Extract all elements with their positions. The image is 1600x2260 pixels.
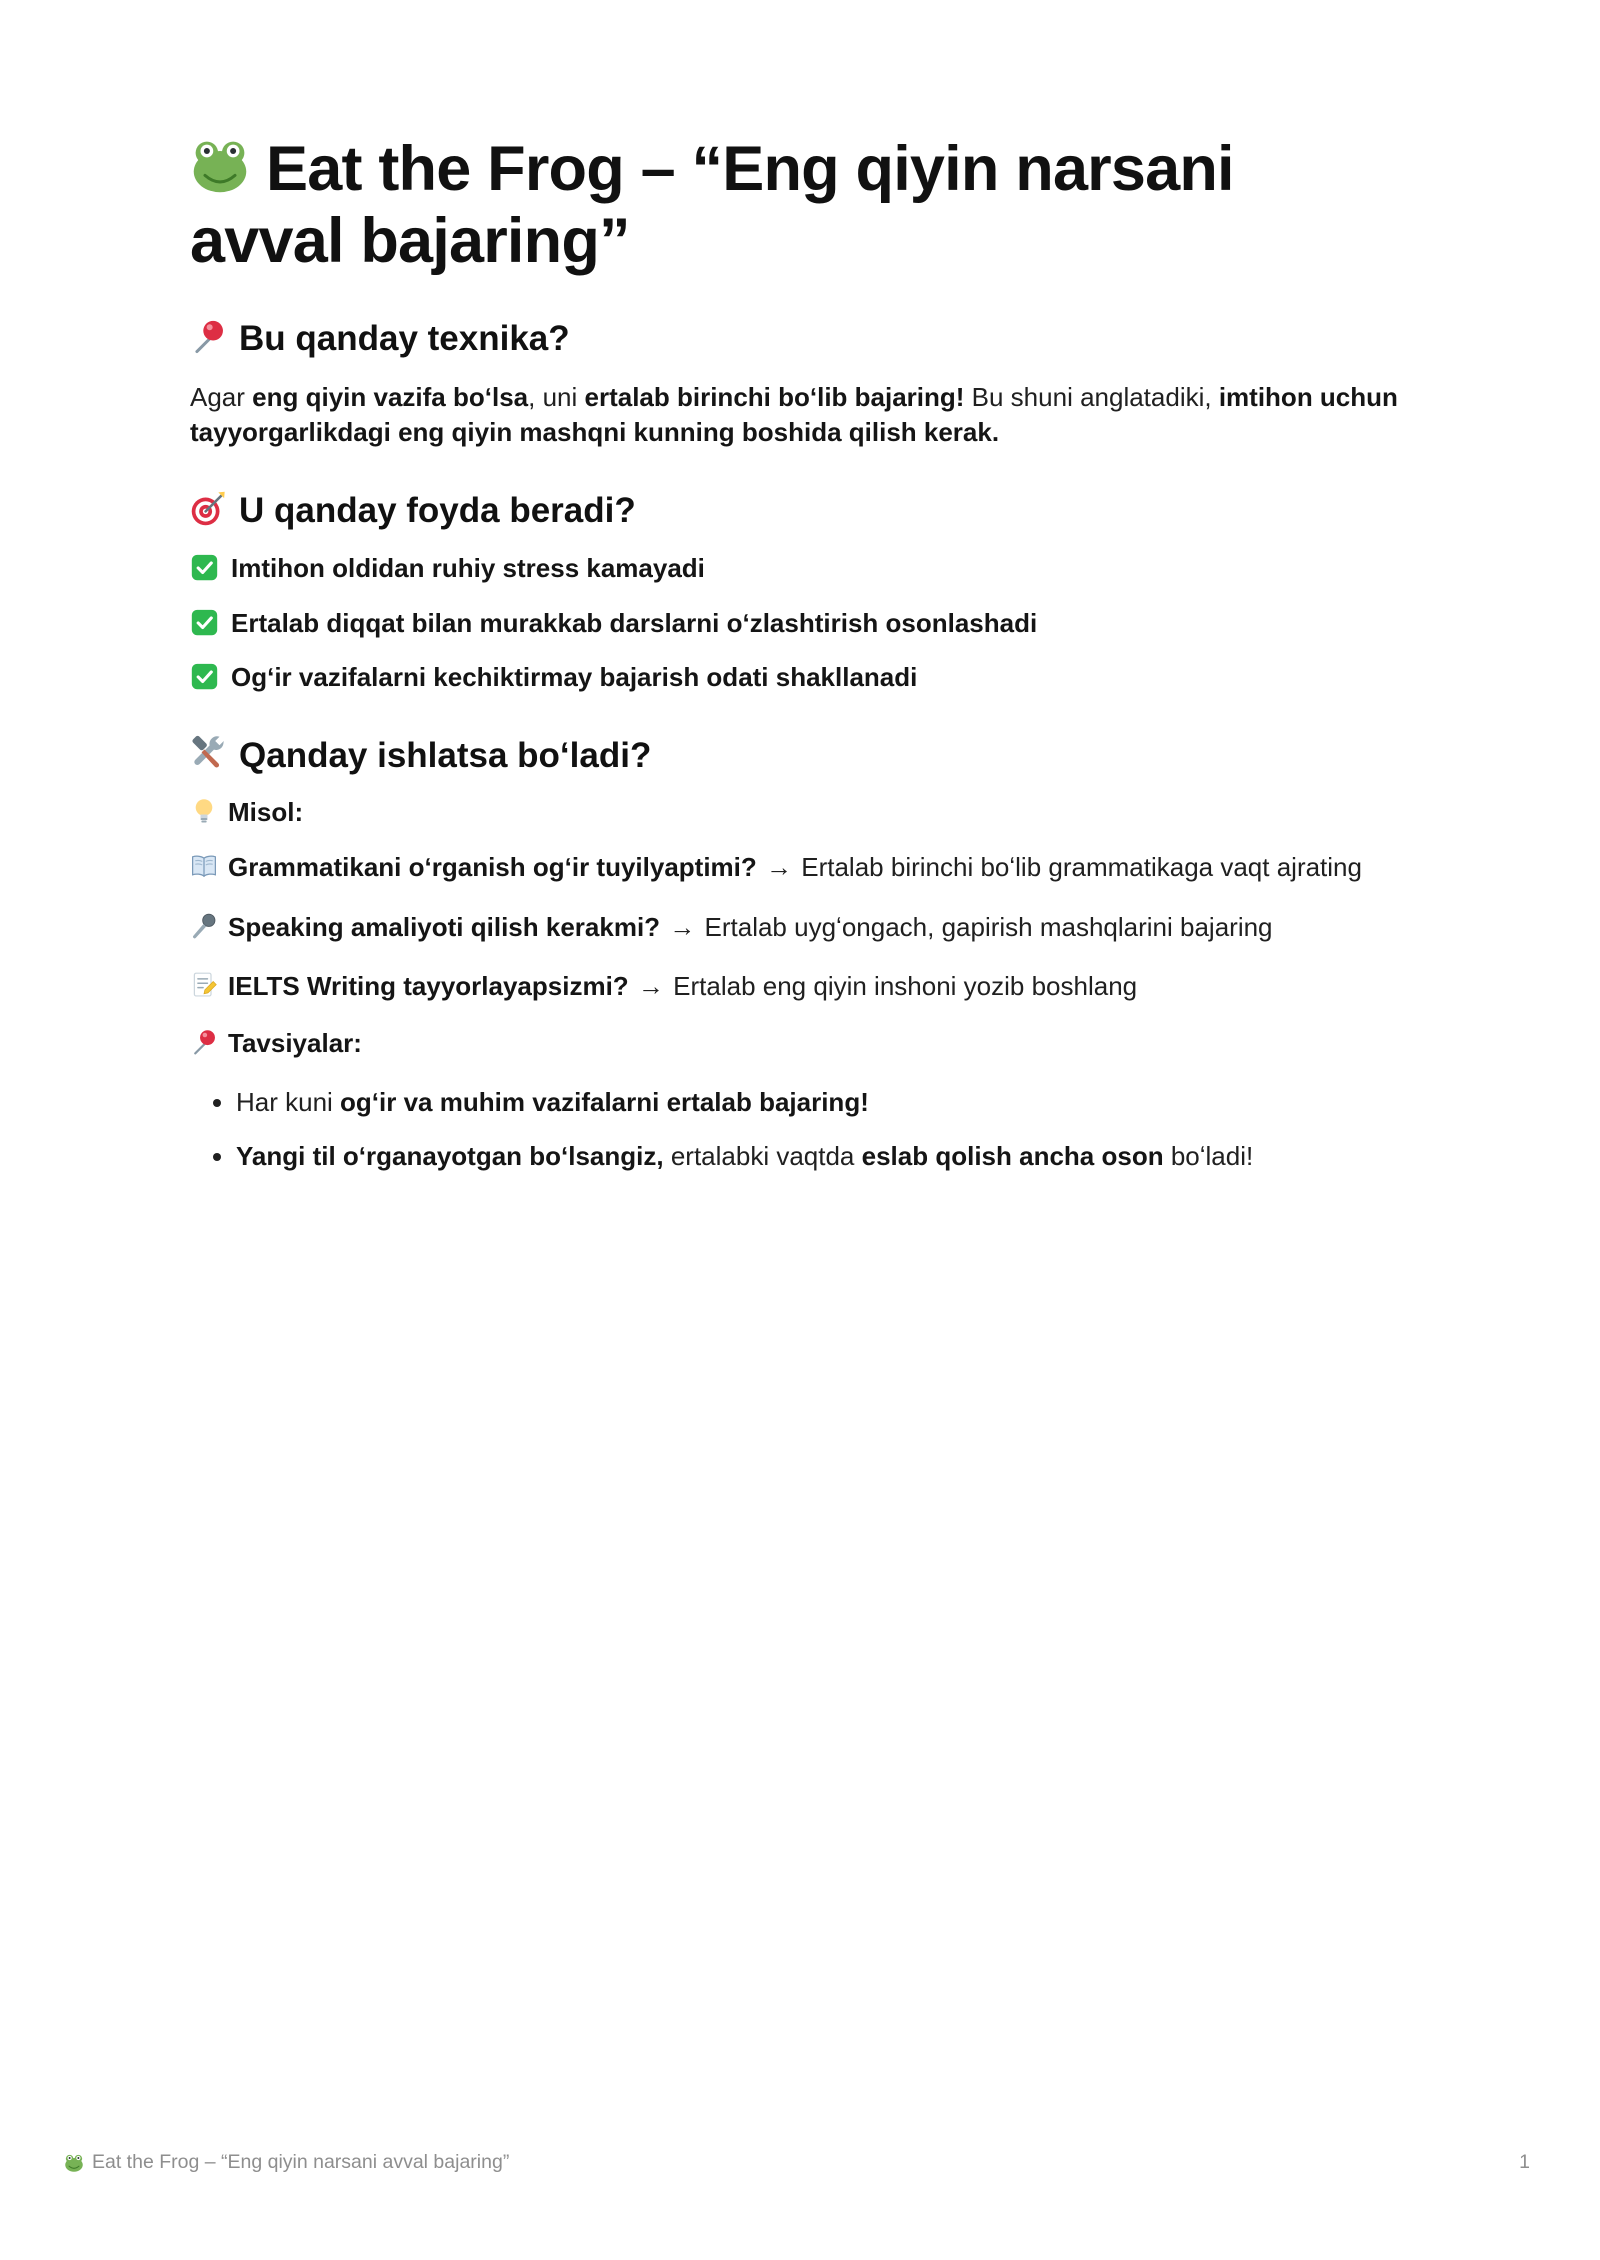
footer-text: Eat the Frog – “Eng qiyin narsani avval bajaring” [92, 2151, 510, 2173]
arrow-right-icon: → [637, 970, 664, 1001]
footer-title [64, 2151, 509, 2174]
example-writing [190, 969, 1380, 1004]
check-icon [190, 553, 219, 582]
benefit-item [190, 552, 1430, 586]
frog-icon [64, 2153, 84, 2173]
memo-icon [190, 971, 218, 999]
example-speaking [190, 910, 1380, 945]
heading-text: U qanday foyda beradi? [239, 490, 636, 530]
text-segment-bold: ertalab birinchi boʻlib bajaring! [584, 381, 965, 412]
page-title [190, 134, 1340, 278]
check-icon [190, 608, 219, 637]
text-segment-bold: eng qiyin vazifa boʻlsa [252, 381, 529, 412]
text-segment-bold: ogʻir va muhim vazifalarni ertalab bajaring! [340, 1087, 869, 1118]
text-segment: Bu shuni anglatadiki, [964, 381, 1219, 412]
example-question: Grammatikani oʻrganish ogʻir tuyilyaptimi? [228, 852, 757, 883]
technique-paragraph [190, 380, 1430, 450]
light-bulb-icon [190, 797, 218, 825]
benefit-item [190, 607, 1430, 641]
pushpin-icon [190, 1028, 218, 1056]
heading-text: Qanday ishlatsa boʻladi? [239, 736, 652, 776]
arrow-right-icon: → [669, 911, 696, 942]
text-segment-bold: eslab qolish ancha oson [861, 1140, 1164, 1171]
example-grammar [190, 850, 1380, 885]
section-heading-usage [190, 735, 1430, 777]
page-footer [64, 2151, 1530, 2174]
microphone-icon [190, 912, 218, 940]
tip-item [236, 1139, 1366, 1174]
benefit-item [190, 661, 1430, 695]
benefit-text: Ogʻir vazifalarni kechiktirmay bajarish odati shakllanadi [231, 662, 918, 693]
tip-item [236, 1085, 1366, 1120]
text-segment-bold: Yangi til oʻrganayotgan boʻlsangiz, [236, 1140, 664, 1171]
example-label [190, 797, 1430, 828]
text-segment: Har kuni [236, 1087, 341, 1118]
text-segment: ertalabki vaqtda [663, 1140, 862, 1171]
text-segment: boʻladi! [1163, 1140, 1254, 1171]
tips-label-text: Tavsiyalar: [228, 1028, 362, 1059]
target-icon [190, 490, 227, 527]
open-book-icon [190, 852, 218, 880]
benefit-text: Ertalab diqqat bilan murakkab darslarni oʻzlashtirish osonlashadi [231, 607, 1038, 638]
pushpin-icon [190, 318, 227, 355]
hammer-and-wrench-icon [190, 735, 227, 772]
example-answer: Ertalab birinchi boʻlib grammatikaga vaqt ajrating [801, 852, 1362, 883]
section-heading-technique [190, 318, 1430, 360]
example-answer: Ertalab uygʻongach, gapirish mashqlarini bajaring [704, 911, 1273, 942]
arrow-right-icon: → [766, 852, 793, 883]
text-segment: Agar [190, 381, 253, 412]
section-heading-benefits [190, 490, 1430, 532]
text-segment: , uni [528, 381, 585, 412]
tips-list [190, 1085, 1430, 1174]
example-question: IELTS Writing tayyorlayapsizmi? [228, 970, 629, 1001]
frog-icon [190, 136, 250, 196]
text-segment-bold: imtihon uchun tayyorgarlikdagi eng qiyin mashqni kunning boshida qilish kerak. [190, 381, 1398, 447]
page-number: 1 [1519, 2151, 1530, 2173]
check-icon [190, 662, 219, 691]
example-question: Speaking amaliyoti qilish kerakmi? [228, 911, 661, 942]
benefit-text: Imtihon oldidan ruhiy stress kamayadi [231, 552, 705, 583]
heading-text: Bu qanday texnika? [239, 318, 570, 358]
example-label-text: Misol: [228, 797, 304, 828]
tips-label [190, 1028, 1430, 1059]
page-title-text: Eat the Frog – “Eng qiyin narsani avval bajaring” [190, 134, 1234, 276]
example-answer: Ertalab eng qiyin inshoni yozib boshlang [673, 970, 1138, 1001]
